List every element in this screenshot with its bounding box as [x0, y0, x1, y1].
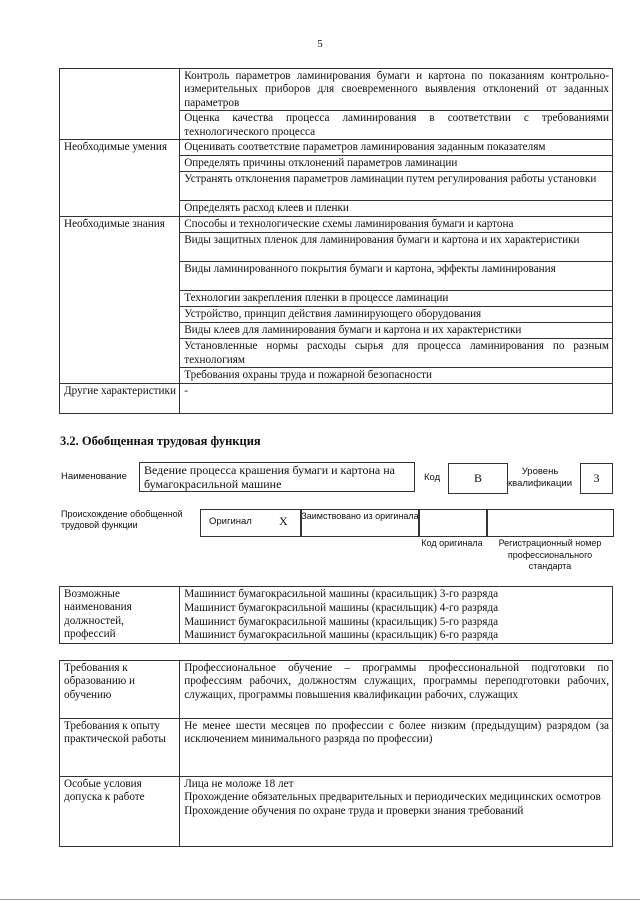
requirements-table [59, 660, 613, 847]
reg-number-caption: Регистрационный номер профессионального стандарта [498, 538, 602, 571]
table-cell: - [180, 384, 613, 414]
borrowed-label: Заимствовано из оригинала [301, 511, 419, 521]
row-label: Возможные наименования должностей, профессий [60, 587, 180, 644]
table-cell: Технологии закрепления пленки в процессе ламинации [180, 291, 613, 307]
origin-label: Происхождение обобщенной трудовой функции [61, 509, 183, 530]
table-row [60, 587, 613, 644]
table-cell: Установленные нормы расходы сырья для процесса ламинирования по разным технологиям [180, 339, 613, 368]
reg-number-box [486, 509, 614, 537]
row-label: Необходимые умения [60, 140, 180, 217]
table-row [60, 661, 613, 719]
section-title: 3.2. Обобщенная трудовая функция [60, 434, 261, 448]
table-cell: Требования охраны труда и пожарной безопасности [180, 368, 613, 384]
list-item: Лица не моложе 18 лет [184, 778, 294, 790]
function-name-box [139, 462, 415, 492]
table-cell: Оценка качества процесса ламинирования в соответствии с требованиями технологического процесса [180, 111, 613, 140]
list-item: Машинист бумагокрасильной машины (красильщик) 3-го разряда [184, 588, 499, 600]
original-box [200, 509, 302, 537]
table-row [60, 719, 613, 777]
code-value-box [448, 463, 508, 494]
list-item: Машинист бумагокрасильной машины (красильщик) 6-го разряда [184, 629, 499, 642]
name-label: Наименование [61, 471, 127, 482]
table-cell: Определять расход клеев и пленки [180, 201, 613, 217]
table-row [60, 217, 613, 233]
table-row [60, 69, 613, 111]
skills-knowledge-table [59, 68, 613, 414]
table-cell [180, 777, 613, 847]
list-item: Машинист бумагокрасильной машины (красильщик) 5-го разряда [184, 615, 499, 628]
table-cell: Устранять отклонения параметров ламинации путем регулирования работы установки [180, 172, 613, 201]
table-row [60, 140, 613, 156]
row-label: Особые условия допуска к работе [60, 777, 180, 847]
code-original-box [418, 509, 488, 537]
list-item: Прохождение обязательных предварительных и периодических медицинских осмотров [184, 791, 601, 804]
function-name-value: Ведение процесса крашения бумаги и картона на бумагокрасильной машине [144, 463, 395, 491]
list-item: Машинист бумагокрасильной машины (красильщик) 4-го разряда [184, 601, 499, 614]
table-cell: Виды клеев для ламинирования бумаги и картона и их характеристики [180, 323, 613, 339]
table-cell: Не менее шести месяцев по профессии с более низким (предыдущим) разрядом (за исключением минимального разряда по профессии) [180, 719, 613, 777]
qualification-level-box [580, 463, 613, 494]
job-titles-table [59, 586, 613, 644]
row-label: Требования к опыту практической работы [60, 719, 180, 777]
qualification-level-value: 3 [593, 471, 600, 485]
table-row [60, 384, 613, 414]
original-label: Оригинал [209, 516, 252, 527]
table-cell: Виды ламинированного покрытия бумаги и картона, эффекты ламинирования [180, 262, 613, 291]
table-cell: Определять причины отклонений параметров ламинации [180, 156, 613, 172]
table-row [60, 777, 613, 847]
row-label [60, 69, 180, 140]
table-cell: Виды защитных пленок для ламинирования бумаги и картона и их характеристики [180, 233, 613, 262]
table-cell: Способы и технологические схемы ламинирования бумаги и картона [180, 217, 613, 233]
table-cell: Профессиональное обучение – программы профессиональной подготовки по профессиям рабочих, должностям служащих, программы переподготовки рабочих, служащих, программы повышения квалификации рабочих, служащих [180, 661, 613, 719]
table-cell [180, 587, 613, 644]
row-label: Требования к образованию и обучению [60, 661, 180, 719]
borrowed-box [300, 509, 420, 537]
code-value: B [473, 471, 482, 485]
table-cell: Контроль параметров ламинирования бумаги и картона по показаниям контрольно-измерительных приборов для своевременного выявления отклонений от заданных параметров [180, 69, 613, 111]
original-mark: X [279, 514, 288, 528]
table-cell: Устройство, принцип действия ламинирующего оборудования [180, 307, 613, 323]
code-original-caption: Код оригинала [421, 538, 483, 548]
table-cell: Оценивать соответствие параметров ламинирования заданным показателям [180, 140, 613, 156]
row-label: Необходимые знания [60, 217, 180, 384]
qualification-level-label: Уровень квалификации [507, 466, 573, 489]
page-number: 5 [317, 38, 323, 50]
list-item: Прохождение обучения по охране труда и проверки знания требований [184, 804, 524, 817]
page-bottom-edge [0, 899, 640, 900]
code-label: Код [424, 472, 441, 483]
row-label: Другие характеристики [60, 384, 180, 414]
